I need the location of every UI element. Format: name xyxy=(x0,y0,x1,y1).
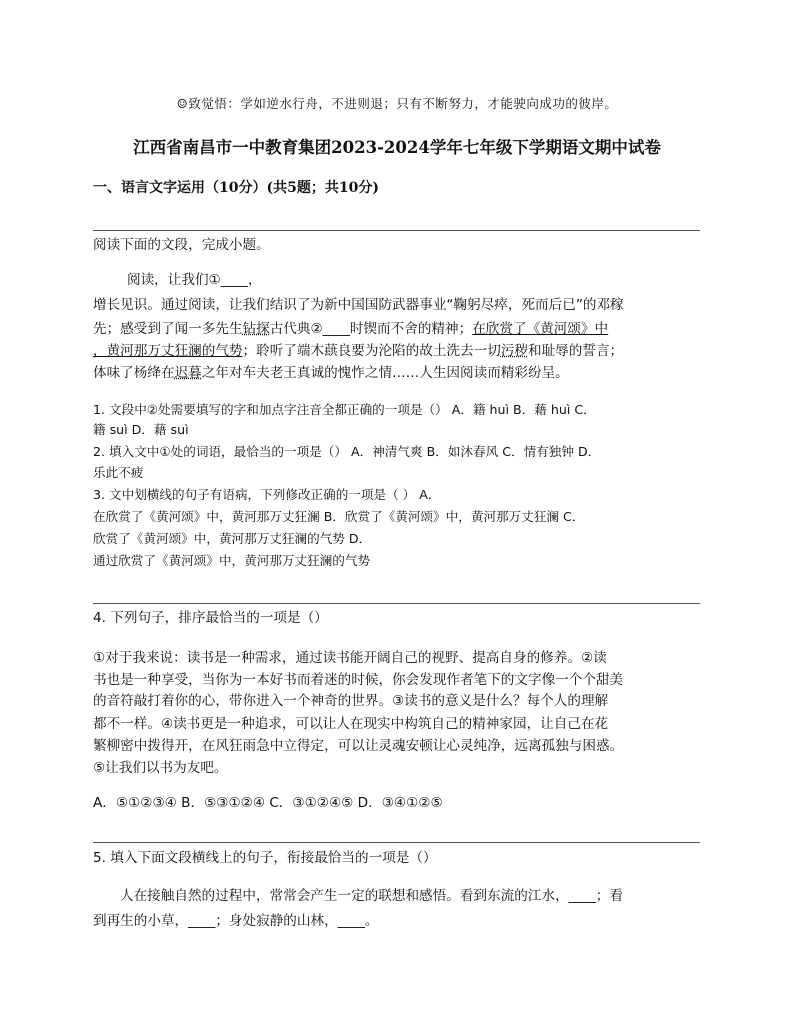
question-3: 3. 文中划横线的句子有语病，下列修改正确的一项是（ ） A． xyxy=(93,487,441,502)
question-2-cont: 乐此不疲 xyxy=(93,465,144,480)
question-4-text: 繁柳密中拨得开，在风狂雨急中立得定，可以让灵魂安顿让心灵纯净，远离孤独与困惑。 xyxy=(93,738,624,754)
passage-text: 先；感受到了闻一多先生 xyxy=(93,321,243,337)
question-5-stem: 5. 填入下面文段横线上的句子，衔接最恰当的一项是（） xyxy=(93,850,437,866)
passage-text: 古代典②____时锲而不舍的精神； xyxy=(269,321,473,337)
question-1-cont: 籍 suì D．藉 suì xyxy=(93,422,189,437)
divider xyxy=(93,230,700,231)
passage-text: 体味了杨绛在 xyxy=(93,365,175,381)
question-4-text: 都不一样。④读书更是一种追求，可以让人在现实中构筑自己的精神家园，让自己在花 xyxy=(93,716,609,732)
motto-line: ☺致觉悟：学如逆水行舟，不进则退；只有不断努力，才能驶向成功的彼岸。 xyxy=(176,96,618,111)
passage-text: 和耻辱的誓言； xyxy=(528,343,624,359)
question-4-stem: 4. 下列句子，排序最恰当的一项是（） xyxy=(93,610,328,626)
passage-intro: 阅读下面的文段，完成小题。 xyxy=(93,237,270,253)
question-4-text: 的音符敲打着你的心，带你进入一个神奇的世界。③读书的意义是什么？每个人的理解 xyxy=(93,693,609,709)
question-3-cont: 欣赏了《黄河颂》中，黄河那万丈狂澜的气势 D． xyxy=(93,531,372,546)
question-4-text: 书也是一种享受，当你为一本好书而着迷的时候，你会发现作者笔下的文字像一个个甜美 xyxy=(93,672,624,688)
underlined-sentence: ，黄河那万丈狂澜的气势 xyxy=(93,343,243,359)
underlined-sentence: 在欣赏了《黄河颂》中 xyxy=(472,321,609,337)
passage-line xyxy=(93,362,703,384)
question-3-cont: 通过欣赏了《黄河颂》中，黄河那万丈狂澜的气势 xyxy=(93,553,371,568)
question-5-text: 到再生的小草，____；身处寂静的山林，____。 xyxy=(93,913,379,929)
question-4-text: ⑤让我们以书为友吧。 xyxy=(93,760,228,776)
dotted-word: 钻探 xyxy=(242,321,270,337)
divider xyxy=(93,603,700,604)
passage-line xyxy=(93,340,703,362)
question-5-text: 人在接触自然的过程中，常常会产生一定的联想和感悟。看到东流的江水，____；看 xyxy=(120,888,623,904)
passage-line: 增长见识。通过阅读，让我们结识了为新中国国防武器事业“鞠躬尽瘁，死而后已”的邓稼 xyxy=(93,297,624,313)
passage-line: 阅读，让我们①____， xyxy=(127,272,262,288)
page-title: 江西省南昌市一中教育集团2023-2024学年七年级下学期语文期中试卷 xyxy=(133,138,661,157)
question-4-options: A．⑤①②③④ B．⑤③①②④ C．③①②④⑤ D．③④①②⑤ xyxy=(93,795,443,811)
passage-text: ；聆听了端木蕻良要为沦陷的故土洗去一切 xyxy=(242,343,501,359)
question-4-text: ①对于我来说：读书是一种需求，通过读书能开阔自己的视野、提高自身的修养。②读 xyxy=(93,650,607,666)
question-3-cont: 在欣赏了《黄河颂》中，黄河那万丈狂澜 B．欣赏了《黄河颂》中，黄河那万丈狂澜 C． xyxy=(93,509,585,524)
passage-line xyxy=(93,318,703,340)
passage-text: 之年对车夫老王真诚的愧怍之情……人生因阅读而精彩纷呈。 xyxy=(201,365,569,381)
divider xyxy=(93,842,700,843)
dotted-word: 迟暮 xyxy=(174,365,202,381)
question-2: 2. 填入文中①处的词语，最恰当的一项是（） A．神清气爽 B．如沐春风 C．情有独钟 D． xyxy=(93,444,601,459)
dotted-word: 污秽 xyxy=(500,343,528,359)
question-1: 1. 文段中②处需要填写的字和加点字注音全都正确的一项是（） A．籍 huì B．藉 huì C． xyxy=(93,402,596,417)
section-heading: 一、语言文字运用（10分）(共5题；共10分) xyxy=(93,180,379,196)
